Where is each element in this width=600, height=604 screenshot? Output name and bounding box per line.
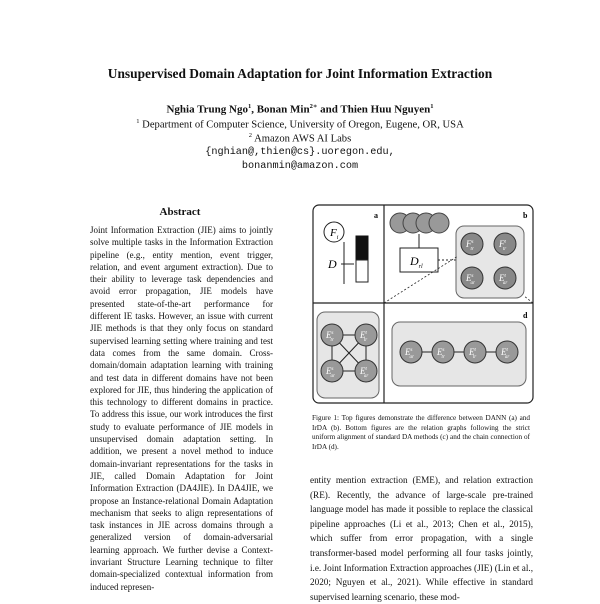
panel-b: [384, 213, 533, 303]
discriminator-label: D: [328, 257, 337, 271]
panel-label-a: a: [374, 211, 378, 220]
affil-mark: 1: [136, 118, 140, 125]
domain-bar-filled: [356, 236, 368, 260]
author-name: Bonan Min: [256, 103, 310, 116]
author-name: Nghia Trung Ngo: [166, 103, 248, 116]
author-affil-mark: 1: [247, 103, 252, 110]
author-affil-mark: 2∗: [309, 103, 318, 110]
paper-title: Unsupervised Domain Adaptation for Joint Information Extraction: [107, 66, 493, 81]
node-label: $E^s$ ar: [405, 347, 414, 360]
node-label: $E^t$ ar: [499, 273, 508, 286]
affil-text: Amazon AWS AI Labs: [252, 133, 352, 145]
panel-label-b: b: [523, 211, 528, 220]
node-label: $E^t$ tr: [360, 330, 368, 343]
abstract-text: Joint Information Extraction (JIE) aims to jointly solve multiple tasks in the Information Extraction pipeline (e.g., entity mention, event trigger, relation, and event argument extraction). Due to their ability to leverage task dependencies and avoid error propagation, JIE models have presented state-of-the-art performance for different IE tasks. However, an issue with current JIE methods is that they only focus on standard supervised learning setting where training and test data comes from the same domain. Cross-domain/domain adaptation learning with training and test data in different domains have not been explored for JIE, thus hindering the application of this technology to different domains in practice. To address this issue, our work introduces the first study to evaluate performance of JIE models in unsupervised domain adaptation setting. In addition, we present a novel method to induce domain-invariant representations for the tasks in JIE, called Domain Adaptation for Joint Information Extraction (DA4JIE). In DA4JIE, we propose an Instance-relational Domain Adaptation mechanism that seeks to align representations of task instances in JIE across domains through a generalized version of domain-adversarial learning approach. We further devise a Context-invariant Structure Learning technique to filter domain-specialized contextual information from induced represen-: [90, 225, 273, 592]
node-label: $E^s$ tr: [326, 330, 334, 343]
discriminator-label: $D_{rl}$: [410, 254, 423, 270]
author-name: Thien Huu Nguyen: [340, 103, 431, 116]
panel-label-d: d: [523, 311, 528, 320]
panel-c: [317, 312, 379, 398]
abstract-heading: Abstract: [159, 206, 201, 218]
figure-1: [312, 204, 534, 404]
node-label: $E^s$ tr: [437, 347, 445, 360]
affil-text: Department of Computer Science, University of Oregon, Eugene, OR, USA: [139, 119, 464, 131]
node-label: $F^t$ tr: [499, 239, 507, 252]
email-line-1: {nghian@,thien@cs}.uoregon.edu,: [205, 147, 395, 158]
node-label: $E^t$ tr: [469, 347, 477, 360]
node-label: $E^t$ ar: [501, 347, 510, 360]
author-line: [0, 102, 600, 116]
node-label: $F_i$: [330, 227, 339, 241]
node-label: $F^s$ tr: [466, 239, 474, 252]
affil-mark: 2: [248, 132, 253, 139]
author-separator: and: [317, 103, 341, 116]
affiliation-2: [0, 132, 600, 145]
figure-caption: Figure 1: Top figures demonstrate the difference between DANN (a) and IrDA (b). Bottom figures are the relation graphs following the strict uniform alignment of standard DA methods (c) and the chain connection of IrDA (d).: [312, 414, 530, 451]
stacked-node: [429, 213, 449, 233]
node-label: $E^s$ ar: [326, 366, 335, 379]
panel-a: [324, 222, 368, 284]
node-label: $E^s$ ar: [466, 273, 475, 286]
author-separator: ,: [251, 103, 257, 116]
node-label: $E^t$ ar: [360, 366, 369, 379]
author-affil-mark: 1: [430, 103, 434, 110]
body-text: entity mention extraction (EME), and relation extraction (RE). Recently, the advance of large-scale pre-trained language model has made it possible to replace the classical pipeline approaches (Li et al., 2013; Chen et al., 2015), which suffer from error propagation, with a single transformer-based model performing all four tasks jointly, i.e. Joint Information Extraction approaches (JIE) (Lin et al., 2020; Nguyen et al., 2021). While effective in standard supervised learning scenario, these mod-: [310, 475, 533, 602]
domain-bar-empty: [356, 260, 368, 282]
dashed-link: [524, 296, 533, 303]
email-line-2: bonanmin@amazon.com: [241, 161, 359, 172]
panel-d: [392, 322, 526, 386]
affiliation-1: [0, 118, 600, 131]
